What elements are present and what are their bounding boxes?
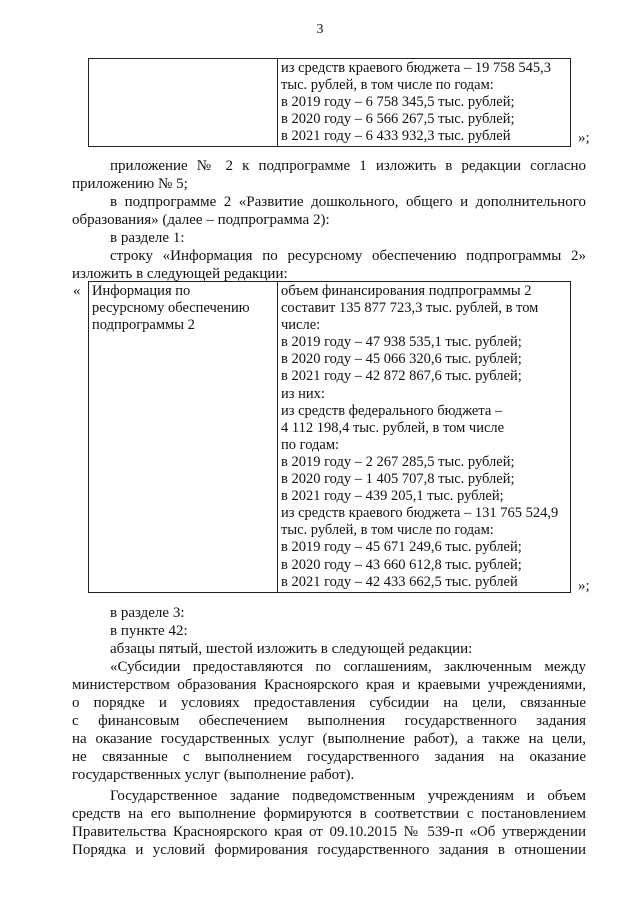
text-line: средств на его выполнение формируются в соответствии с постановлением	[72, 806, 586, 822]
section-1-heading: в разделе 1:	[110, 230, 185, 246]
text-line: Порядка и условий формирования государственного задания в отношении	[72, 842, 586, 858]
text-line: приложение № 2 к подпрограмме 1 изложить в редакции согласно	[110, 158, 586, 174]
table2-line: в 2020 году – 45 066 320,6 тыс. рублей;	[281, 351, 522, 368]
table2-left-cell	[89, 282, 278, 593]
text-line: не связанные с выполнением государственного задания на оказание	[72, 749, 586, 765]
text-line: Правительства Красноярского края от 09.10.2015 № 539-п «Об утверждении	[72, 824, 586, 840]
table2-line: в 2020 году – 1 405 707,8 тыс. рублей;	[281, 471, 515, 488]
paragraph-subsidies	[72, 658, 586, 784]
table1-right-cell	[278, 59, 571, 147]
text-line: о порядке и условиях предоставления субсидии на цели, связанные	[72, 695, 586, 711]
text-line: с финансовым обеспечением выполнения государственного задания	[72, 713, 586, 729]
table2-left-line: Информация по	[92, 283, 191, 299]
text-line: «Субсидии предоставляются по соглашениям, заключенным между	[110, 659, 586, 675]
page-number: 3	[316, 22, 324, 37]
resource-table-subprogram-2	[88, 281, 571, 593]
table2-right-cell	[278, 282, 571, 593]
table1-line: из средств краевого бюджета – 19 758 545,3	[281, 60, 551, 76]
table2-left-line: подпрограммы 2	[92, 317, 195, 334]
table2-left-line: ресурсному обеспечению	[92, 300, 250, 317]
text-line: в подпрограмме 2 «Развитие дошкольного, общего и дополнительного	[110, 194, 586, 210]
table1-line: в 2019 году – 6 758 345,5 тыс. рублей;	[281, 94, 515, 111]
text-line: приложению № 5;	[72, 176, 188, 192]
paragraph-row-info	[72, 247, 586, 283]
table2-line: из средств федерального бюджета –	[281, 402, 503, 419]
table2-line: 4 112 198,4 тыс. рублей, в том числе	[281, 419, 505, 436]
text-line: Государственное задание подведомственным учреждениям и объем	[110, 788, 586, 804]
table1-left-cell	[89, 59, 278, 147]
table2-line: из них:	[281, 385, 325, 402]
table2-line: в 2021 году – 42 433 662,5 тыс. рублей	[281, 573, 518, 590]
table2-line: в 2019 году – 45 671 249,6 тыс. рублей;	[281, 539, 522, 556]
table2-line: тыс. рублей, в том числе по годам:	[281, 522, 494, 539]
text-line: министерством образования Красноярского края и краевыми учреждениями,	[72, 677, 586, 693]
table1-closing-quote: »;	[578, 130, 590, 146]
table1-line: тыс. рублей, в том числе по годам:	[281, 77, 494, 94]
paragraph-subprogram-2	[72, 193, 586, 229]
paragraph-state-assignment	[72, 787, 586, 859]
table2-line: объем финансирования подпрограммы 2	[281, 283, 532, 299]
table2-line: в 2019 году – 2 267 285,5 тыс. рублей;	[281, 453, 515, 470]
text-line: государственных услуг (выполнение работ).	[72, 767, 355, 783]
table2-line: в 2021 году – 439 205,1 тыс. рублей;	[281, 488, 504, 505]
text-line: изложить в следующей редакции:	[72, 266, 288, 282]
point-42-heading: в пункте 42:	[110, 623, 188, 639]
table2-line: из средств краевого бюджета – 131 765 524,9	[281, 505, 559, 522]
table2-line: по годам:	[281, 436, 340, 453]
table2-closing-quote: »;	[578, 578, 590, 594]
text-line: строку «Информация по ресурсному обеспечению подпрограммы 2»	[110, 248, 586, 264]
paragraph-instruction: абзацы пятый, шестой изложить в следующей редакции:	[110, 641, 473, 657]
table2-line: составит 135 877 723,3 тыс. рублей, в том	[281, 300, 539, 317]
resource-table-continuation	[88, 58, 571, 147]
table1-line: в 2020 году – 6 566 267,5 тыс. рублей;	[281, 111, 515, 128]
table2-line: числе:	[281, 317, 321, 334]
table1-line: в 2021 году – 6 433 932,3 тыс. рублей	[281, 128, 511, 145]
section-3-heading: в разделе 3:	[110, 605, 185, 621]
table2-line: в 2020 году – 43 660 612,8 тыс. рублей;	[281, 556, 522, 573]
text-line: на оказание государственных услуг (выполнение работ), а также на цели,	[72, 731, 586, 747]
table2-line: в 2019 году – 47 938 535,1 тыс. рублей;	[281, 334, 522, 351]
text-line: образования» (далее – подпрограмма 2):	[72, 212, 330, 228]
table2-line: в 2021 году – 42 872 867,6 тыс. рублей;	[281, 368, 522, 385]
paragraph-appendix-2	[72, 157, 586, 193]
table2-opening-quote: «	[73, 283, 81, 299]
